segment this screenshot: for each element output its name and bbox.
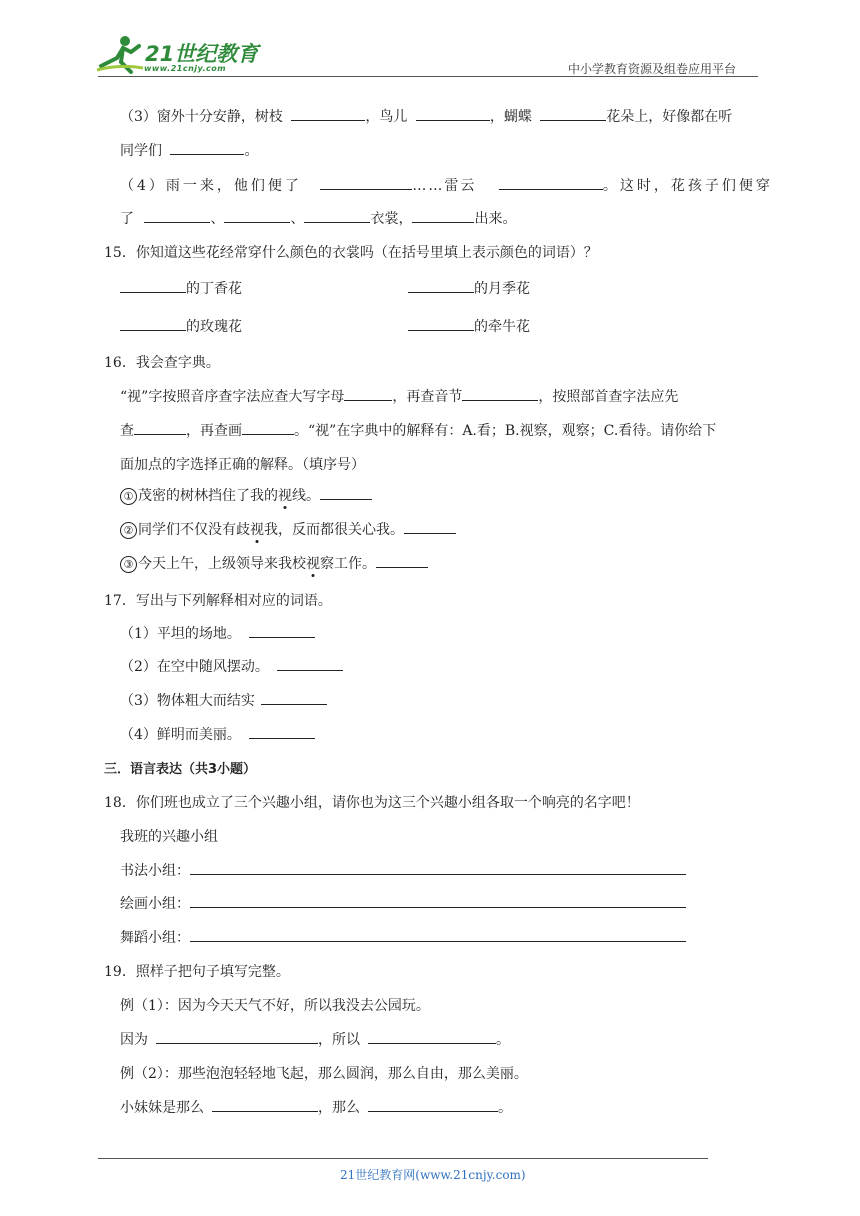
q19-l2-text-a: 小妹妹是那么	[120, 1100, 204, 1116]
q17-item-1	[120, 623, 315, 643]
q15-title: 15．你知道这些花经常穿什么颜色的衣裳吗（在括号里填上表示颜色的词语）？	[104, 245, 598, 261]
q14-p3-blank-3[interactable]	[540, 106, 606, 121]
q14-p4-text-e: 、	[210, 211, 225, 227]
q14-p4-blank-1[interactable]	[320, 175, 412, 190]
q17-blank-4[interactable]	[249, 724, 315, 739]
q15-item-2-label: 的月季花	[474, 281, 530, 297]
q14-p4-blank-5[interactable]	[304, 208, 370, 223]
q17-item-2-label: （2）在空中随风摆动。	[120, 659, 269, 675]
header-platform-name: 中小学教育资源及组卷应用平台	[568, 62, 737, 76]
q16-l1-text-b: ，再查音节	[392, 389, 463, 405]
q15-blank-3[interactable]	[120, 316, 186, 331]
q18-group-1-label: 书法小组：	[120, 863, 190, 879]
q15-blank-4[interactable]	[408, 316, 474, 331]
q16-l1-text-c: ，按照部首查字法应先	[538, 389, 679, 405]
q19-blank-4[interactable]	[368, 1097, 498, 1112]
logo-url: www.21cnjy.com	[144, 64, 227, 73]
section-3-heading: 三．语言表达（共3小题）	[104, 762, 257, 777]
q17-blank-1[interactable]	[249, 623, 315, 638]
q16-sentence-1	[120, 485, 372, 505]
q19-line-2	[120, 1097, 512, 1117]
q15-item-4	[408, 316, 530, 336]
q17-item-3-label: （3）物体粗大而结实	[120, 693, 255, 709]
q14-p4-blank-4[interactable]	[224, 208, 290, 223]
q14-p4-text-b: ……雷云	[412, 178, 477, 194]
q14-p3-text-a: （3）窗外十分安静，树枝	[120, 109, 283, 125]
q14-part4-line1	[120, 175, 773, 195]
q17-item-4	[120, 724, 315, 744]
q18-answer-3[interactable]	[190, 927, 686, 942]
logo-title: 21世纪教育	[145, 42, 259, 66]
q14-p4-text-c: 。这时，花孩子们便穿	[602, 178, 773, 194]
q19-blank-3[interactable]	[212, 1097, 318, 1112]
q18-group-calligraphy	[120, 860, 686, 880]
q14-p3-text-f: 。	[244, 143, 259, 159]
q18-answer-2[interactable]	[190, 893, 686, 908]
q17-item-3	[120, 690, 327, 710]
q16-line-1	[120, 386, 678, 406]
q17-blank-2[interactable]	[277, 656, 343, 671]
q17-item-2	[120, 656, 343, 676]
q16-line-3: 面加点的字选择正确的解释。（填序号）	[120, 457, 365, 473]
q14-p4-blank-2[interactable]	[499, 175, 603, 190]
q16-line-2	[120, 420, 716, 440]
q16-num-1: ①	[120, 488, 137, 505]
q15-blank-2[interactable]	[408, 278, 474, 293]
q19-example-2: 例（2）：那些泡泡轻轻地飞起，那么圆润，那么自由，那么美丽。	[120, 1066, 528, 1082]
q18-group-2-label: 绘画小组：	[120, 896, 190, 912]
q19-l1-text-b: ，所以	[318, 1032, 360, 1048]
q14-part4-line2	[120, 208, 516, 228]
q15-blank-1[interactable]	[120, 278, 186, 293]
q14-part3-line2	[120, 140, 258, 160]
q16-s1-dotted-char: 视	[278, 488, 292, 504]
q18-group-3-label: 舞蹈小组：	[120, 930, 190, 946]
q14-p3-text-b: ，鸟儿	[365, 109, 408, 125]
q18-answer-1[interactable]	[190, 860, 686, 875]
q16-s2-text-b: 我，反而都很关心我。	[264, 522, 404, 538]
q16-l2-text-a: 查	[120, 423, 134, 439]
q14-p4-text-g: 衣裳，	[370, 211, 413, 227]
q15-item-3	[120, 316, 242, 336]
q14-p4-text-d: 了	[120, 211, 134, 227]
q19-l2-text-c: 。	[498, 1100, 512, 1116]
q14-p4-blank-3[interactable]	[144, 208, 210, 223]
q14-p4-text-h: 出来。	[474, 211, 517, 227]
q16-s3-text-a: 今天上午，上级领导来我校	[138, 556, 306, 572]
q16-blank-syllable[interactable]	[462, 386, 538, 401]
q17-item-1-label: （1）平坦的场地。	[120, 626, 241, 642]
q16-sentence-2	[120, 519, 456, 539]
q16-num-3: ③	[120, 556, 137, 573]
q14-p4-text-f: 、	[290, 211, 305, 227]
q16-s3-text-b: 察工作。	[320, 556, 376, 572]
q15-item-3-label: 的玫瑰花	[186, 319, 242, 335]
q16-l2-text-b: ，再查画	[186, 423, 242, 439]
q16-s3-dotted-char: 视	[306, 556, 320, 572]
q16-sentence-3	[120, 553, 428, 573]
q14-p4-blank-6[interactable]	[412, 208, 474, 223]
q17-title: 17．写出与下列解释相对应的词语。	[104, 593, 332, 609]
q14-p3-blank-4[interactable]	[170, 140, 244, 155]
q15-item-1	[120, 278, 242, 298]
q16-l1-text-a: “视”字按照音序查字法应查大写字母	[120, 389, 345, 405]
q14-p3-blank-2[interactable]	[416, 106, 490, 121]
q18-group-dance	[120, 927, 686, 947]
q14-p3-text-c: ，蝴蝶	[489, 109, 532, 125]
q16-s2-answer[interactable]	[404, 519, 456, 534]
q19-title: 19．照样子把句子填写完整。	[104, 964, 290, 980]
q19-line-1	[120, 1029, 510, 1049]
q15-item-2	[408, 278, 530, 298]
q14-p3-text-e: 同学们	[120, 143, 162, 159]
q19-example-1: 例（1）：因为今天天气不好，所以我没去公园玩。	[120, 998, 430, 1014]
q19-blank-1[interactable]	[156, 1029, 318, 1044]
footer-divider	[98, 1158, 708, 1159]
q17-blank-3[interactable]	[261, 690, 327, 705]
q19-l1-text-a: 因为	[120, 1032, 148, 1048]
q15-item-4-label: 的牵牛花	[474, 319, 530, 335]
q18-group-painting	[120, 893, 686, 913]
q16-s1-text-b: 线。	[292, 488, 320, 504]
q16-s2-text-a: 同学们不仅没有歧	[138, 522, 250, 538]
q16-title: 16．我会查字典。	[104, 355, 220, 371]
q18-title: 18．你们班也成立了三个兴趣小组，请你也为这三个兴趣小组各取一个响亮的名字吧！	[104, 795, 640, 811]
q19-l1-text-c: 。	[496, 1032, 510, 1048]
q14-p3-blank-1[interactable]	[291, 106, 365, 121]
q17-item-4-label: （4）鲜明而美丽。	[120, 727, 241, 743]
q15-item-1-label: 的丁香花	[186, 281, 242, 297]
q14-p3-text-d: 花朵上，好像都在听	[606, 109, 733, 125]
q14-p4-text-a: （4）雨一来，他们便了	[120, 178, 302, 194]
q19-l2-text-b: ，那么	[318, 1100, 360, 1116]
q16-blank-letter[interactable]	[344, 386, 392, 401]
q16-s1-answer[interactable]	[320, 485, 372, 500]
header-divider	[98, 76, 758, 77]
q18-subtitle: 我班的兴趣小组	[120, 829, 218, 845]
q16-s3-answer[interactable]	[376, 553, 428, 568]
footer-link[interactable]: 21世纪教育网(www.21cnjy.com)	[340, 1168, 526, 1182]
q16-blank-radical[interactable]	[134, 420, 186, 435]
q16-num-2: ②	[120, 522, 137, 539]
q16-l2-text-c: 。“视”在字典中的解释有：A.看；B.视察，观察；C.看待。请你给下	[294, 423, 717, 439]
q19-blank-2[interactable]	[368, 1029, 496, 1044]
q16-s1-text-a: 茂密的树林挡住了我的	[138, 488, 278, 504]
q16-s2-dotted-char: 视	[250, 522, 264, 538]
q14-part3-line1	[120, 106, 732, 126]
q16-blank-strokes[interactable]	[242, 420, 294, 435]
